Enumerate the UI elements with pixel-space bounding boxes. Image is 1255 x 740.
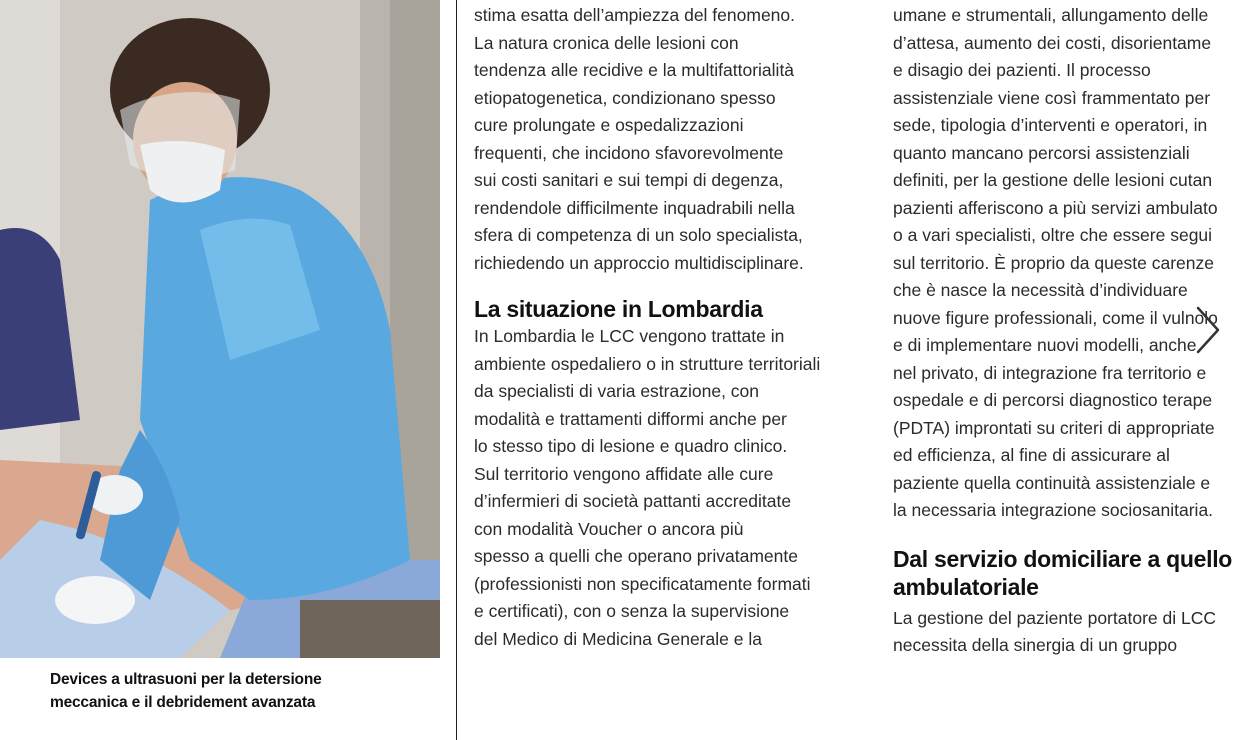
text-line: o a vari specialisti, oltre che essere segui bbox=[893, 225, 1213, 245]
text-line: modalità e trattamenti difformi anche per bbox=[474, 408, 787, 429]
text-column-2 bbox=[893, 0, 1255, 740]
text-line: La natura cronica delle lesioni con bbox=[474, 32, 739, 53]
text-line: nuove figure professionali, come il vulnolo bbox=[893, 307, 1218, 328]
text-line: (professionisti non specificatamente formati bbox=[474, 573, 811, 594]
text-line: richiedendo un approccio multidisciplinare. bbox=[474, 252, 804, 273]
text-line: ed efficienza, al fine di assicurare al bbox=[893, 445, 1170, 465]
text-line: cure prolungate e ospedalizzazioni bbox=[474, 115, 744, 135]
text-line: sfera di competenza di un solo specialista, bbox=[474, 225, 803, 245]
section-heading: La situazione in Lombardia bbox=[474, 296, 763, 322]
text-line: sede, tipologia d’interventi e operatori, in bbox=[893, 115, 1208, 135]
text-line: con modalità Voucher o ancora più bbox=[474, 518, 744, 539]
text-line: e disagio dei pazienti. Il processo bbox=[893, 60, 1151, 80]
text-line: la necessaria integrazione sociosanitaria. bbox=[893, 500, 1214, 520]
text-line: frequenti, che incidono sfavorevolmente bbox=[474, 142, 784, 163]
text-line: definiti, per la gestione delle lesioni cutan bbox=[893, 170, 1213, 190]
text-line: tendenza alle recidive e la multifattorialità bbox=[474, 60, 795, 80]
column-divider bbox=[456, 0, 457, 740]
chevron-right-icon bbox=[1188, 302, 1228, 358]
article-photo bbox=[0, 0, 440, 658]
text-line: umane e strumentali, allungamento delle bbox=[893, 5, 1209, 25]
next-page-button[interactable] bbox=[1188, 302, 1228, 358]
text-line: sul territorio. È proprio da queste carenze bbox=[893, 252, 1214, 273]
text-line: lo stesso tipo di lesione e quadro clinico. bbox=[474, 436, 788, 456]
text-line: spesso a quelli che operano privatamente bbox=[474, 546, 798, 566]
text-line: assistenziale viene così frammentato per bbox=[893, 87, 1211, 108]
caption-line: meccanica e il debridement avanzata bbox=[50, 694, 316, 711]
caption-line: Devices a ultrasuoni per la detersione bbox=[50, 671, 322, 688]
text-line: sui costi sanitari e sui tempi di degenza, bbox=[474, 170, 784, 190]
text-line: d’infermieri di società pattanti accreditate bbox=[474, 491, 792, 511]
text-line: del Medico di Medicina Generale e la bbox=[474, 628, 762, 649]
text-line: necessita della sinergia di un gruppo bbox=[893, 635, 1178, 655]
text-line: nel privato, di integrazione fra territorio e bbox=[893, 362, 1207, 383]
text-line: che è nasce la necessità d’individuare bbox=[893, 280, 1188, 300]
text-line: etiopatogenetica, condizionano spesso bbox=[474, 87, 776, 108]
text-line: (PDTA) improntati su criteri di appropriate bbox=[893, 417, 1215, 438]
photo-illustration bbox=[0, 0, 440, 658]
text-line: Sul territorio vengono affidate alle cure bbox=[474, 463, 774, 484]
section-heading: ambulatoriale bbox=[893, 573, 1039, 600]
text-column-1 bbox=[474, 0, 864, 653]
text-line: paziente quella continuità assistenziale e bbox=[893, 472, 1211, 493]
text-line: quanto mancano percorsi assistenziali bbox=[893, 142, 1190, 163]
text-line: La gestione del paziente portatore di LCC bbox=[893, 607, 1216, 628]
section-heading: Dal servizio domiciliare a quello bbox=[893, 545, 1233, 572]
text-line: e certificati), con o senza la supervisione bbox=[474, 601, 790, 621]
text-line: stima esatta dell’ampiezza del fenomeno. bbox=[474, 5, 796, 25]
text-line: da specialisti di varia estrazione, con bbox=[474, 381, 760, 401]
text-line: rendendole difficilmente inquadrabili nella bbox=[474, 197, 795, 218]
text-line: ambiente ospedaliero o in strutture territoriali bbox=[474, 353, 821, 374]
photo-caption bbox=[50, 668, 430, 714]
text-line: pazienti afferiscono a più servizi ambulato bbox=[893, 197, 1218, 218]
text-line: d’attesa, aumento dei costi, disorientame bbox=[893, 32, 1212, 53]
text-line: ospedale e di percorsi diagnostico terape bbox=[893, 390, 1213, 410]
text-line: e di implementare nuovi modelli, anche bbox=[893, 335, 1197, 355]
text-line: In Lombardia le LCC vengono trattate in bbox=[474, 326, 785, 346]
